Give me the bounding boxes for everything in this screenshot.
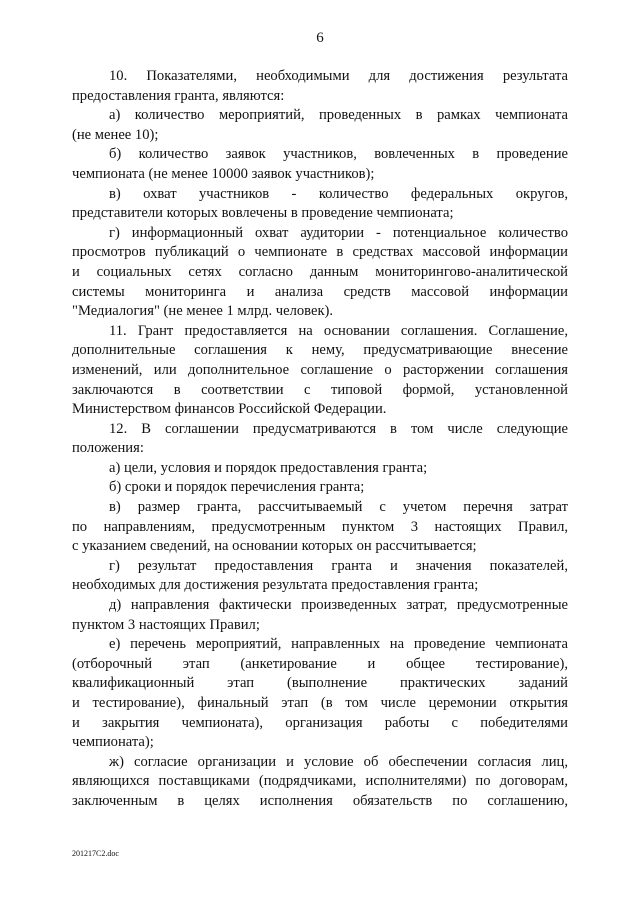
text-line: а) цели, условия и порядок предоставления гранта; (109, 459, 428, 476)
text-line: "Медиалогия" (не менее 1 млрд. человек). (72, 303, 334, 320)
text-line: заключенным в целях исполнения обязательств по соглашению, (72, 792, 568, 809)
text-line: положения: (72, 440, 144, 457)
text-line: (отборочный этап (анкетирование и общее тестирование), (72, 655, 568, 672)
text-line: и тестирование), финальный этап (в том числе церемонии открытия (72, 695, 568, 711)
text-line: предоставления гранта, являются: (72, 87, 285, 104)
text-line: б) сроки и порядок перечисления гранта; (109, 479, 365, 496)
text-line: чемпионата); (72, 734, 154, 751)
text-line: г) информационный охват аудитории - потенциальное количество (109, 224, 568, 241)
text-line: ж) согласие организации и условие об обеспечении согласия лиц, (109, 753, 568, 770)
text-line: необходимых для достижения результата предоставления гранта; (72, 577, 479, 594)
text-line: 11. Грант предоставляется на основании соглашения. Соглашение, (109, 322, 568, 339)
text-line: д) направления фактически произведенных затрат, предусмотренные (109, 597, 568, 614)
text-line: дополнительные соглашения к нему, предусматривающие внесение (72, 342, 568, 359)
text-line: 10. Показателями, необходимыми для достижения результата (109, 68, 568, 84)
footer-filename: 201217C2.doc (72, 849, 119, 858)
page-number: 6 (316, 30, 324, 46)
text-line: б) количество заявок участников, вовлеченных в проведение (109, 146, 568, 163)
text-line: (не менее 10); (72, 126, 159, 143)
text-line: системы мониторинга и анализа средств массовой информации (72, 283, 568, 300)
text-line: с указанием сведений, на основании которых он рассчитывается; (72, 538, 477, 555)
text-line: е) перечень мероприятий, направленных на проведение чемпионата (109, 636, 568, 653)
text-line: представители которых вовлечены в проведение чемпионата; (72, 205, 454, 222)
text-line: и закрытия чемпионата), организация работы с победителями (72, 714, 568, 731)
text-line: в) охват участников - количество федеральных округов, (109, 185, 568, 202)
text-line: г) результат предоставления гранта и значения показателей, (109, 557, 568, 574)
text-line: а) количество мероприятий, проведенных в рамках чемпионата (109, 107, 568, 124)
text-line: 12. В соглашении предусматриваются в том числе следующие (109, 420, 568, 437)
text-line: чемпионата (не менее 10000 заявок участников); (72, 165, 375, 182)
text-line: в) размер гранта, рассчитываемый с учетом перечня затрат (109, 499, 568, 516)
text-line: и социальных сетях согласно данным мониторингово-аналитической (72, 263, 568, 280)
text-line: изменений, или дополнительное соглашение о расторжении соглашения (72, 361, 568, 378)
text-line: квалификационный этап (выполнение практических заданий (72, 675, 568, 692)
text-line: Министерством финансов Российской Федерации. (72, 401, 387, 418)
text-line: просмотров публикаций о чемпионате в средствах массовой информации (72, 244, 568, 261)
text-line: по направлениям, предусмотренным пунктом 3 настоящих Правил, (72, 518, 568, 535)
text-line: заключаются в соответствии с типовой формой, установленной (72, 381, 568, 398)
document-body (72, 67, 568, 812)
text-line: пунктом 3 настоящих Правил; (72, 616, 260, 633)
text-line: являющихся поставщиками (подрядчиками, исполнителями) по договорам, (72, 773, 568, 790)
